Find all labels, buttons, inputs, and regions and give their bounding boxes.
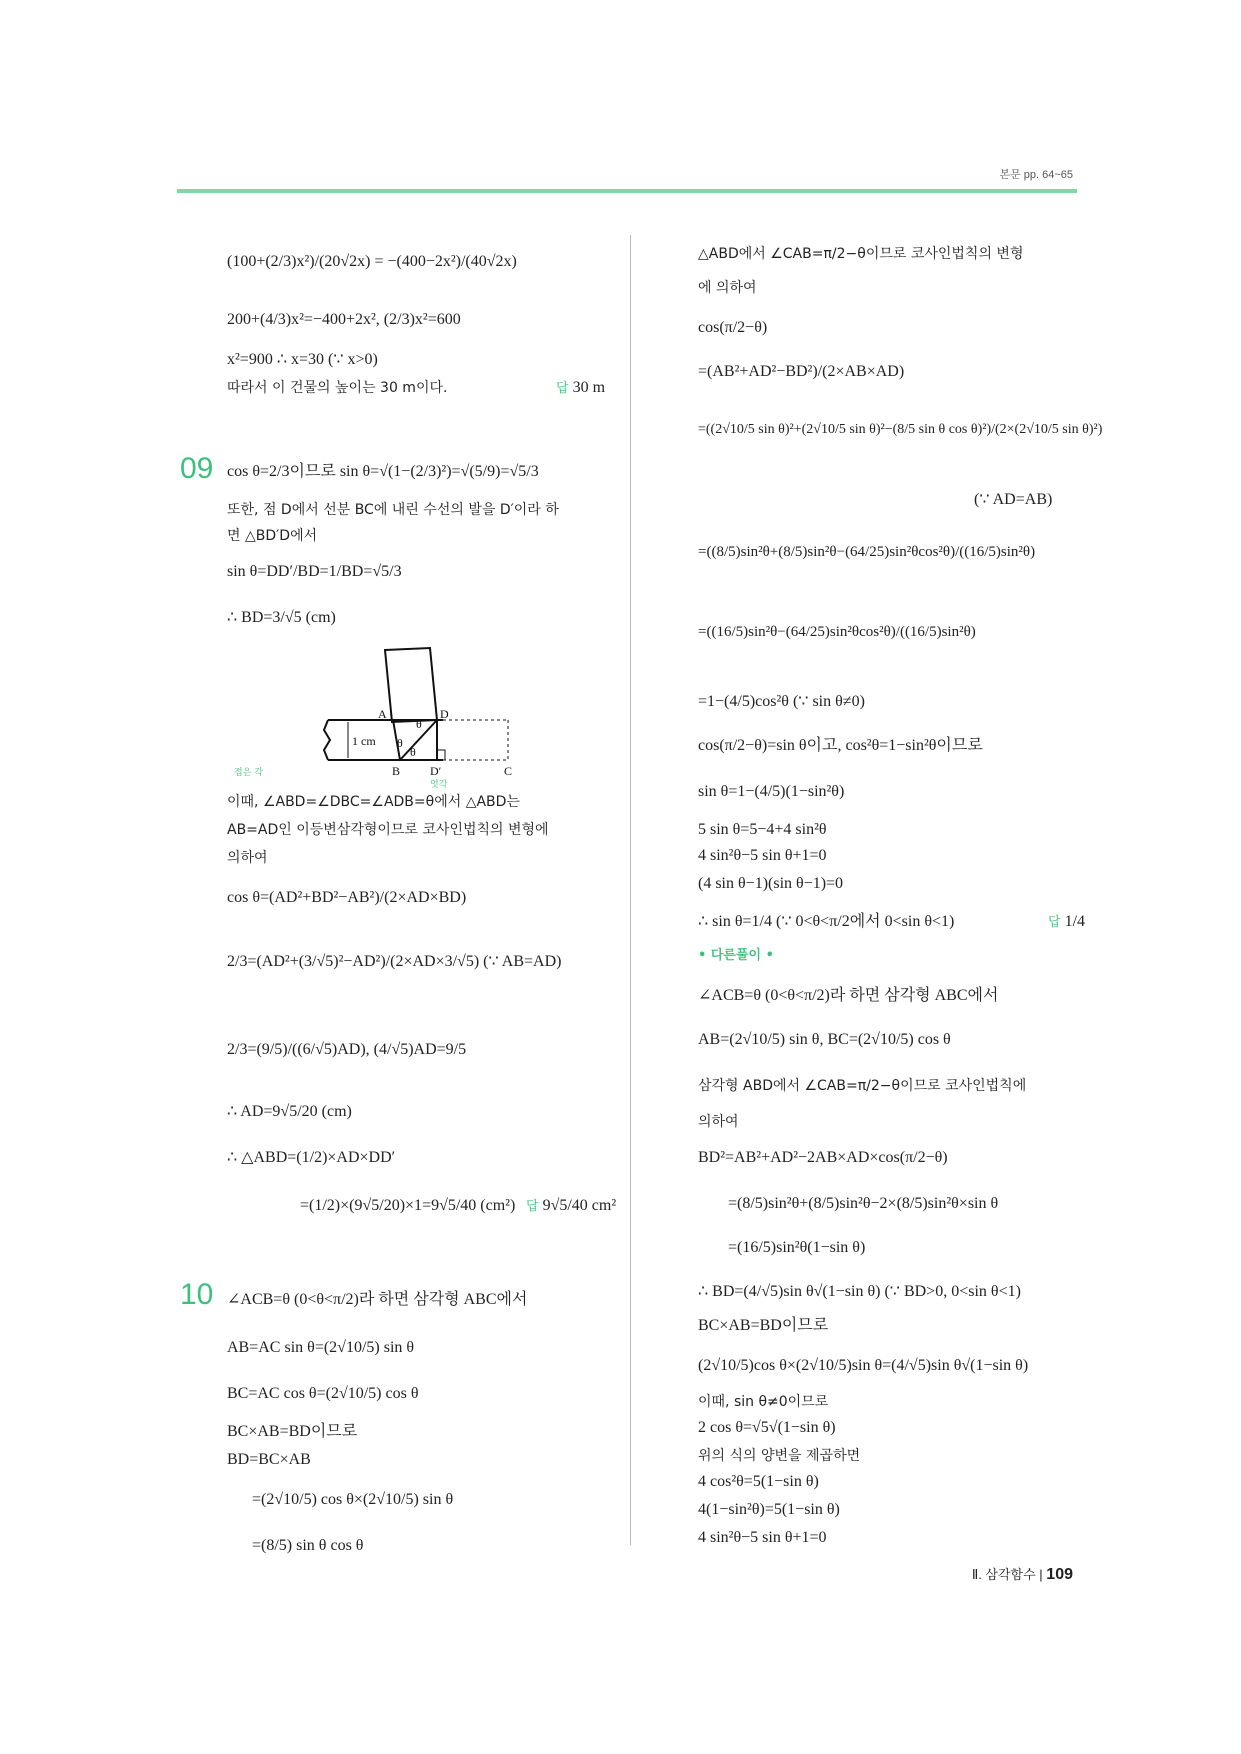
math-line: BC=AC cos θ=(2√10/5) cos θ bbox=[227, 1385, 419, 1402]
math-line: BD²=AB²+AD²−2AB×AD×cos(π/2−θ) bbox=[698, 1149, 948, 1166]
math-line: =((16/5)sin²θ−(64/25)sin²θcos²θ)/((16/5)sin²θ) bbox=[698, 624, 976, 640]
text-line: 에 의하여 bbox=[698, 280, 757, 296]
label-b: B bbox=[392, 764, 401, 778]
math-line: (2√10/5)cos θ×(2√10/5)sin θ=(4/√5)sin θ√(1−sin θ) bbox=[698, 1357, 1029, 1374]
answer-mark: 답 bbox=[1048, 915, 1061, 930]
math-line: 5 sin θ=5−4+4 sin²θ bbox=[698, 821, 827, 838]
math-line: =((2√10/5 sin θ)²+(2√10/5 sin θ)²−(8/5 sin θ cos θ)²)/(2×(2√10/5 sin θ)²) bbox=[698, 422, 1103, 437]
math-line: (100+(2/3)x²)/(20√2x) = −(400−2x²)/(40√2x) bbox=[227, 253, 517, 270]
problem-number: 10 bbox=[180, 1278, 214, 1311]
chapter-title: Ⅱ. 삼각함수 bbox=[971, 1567, 1036, 1582]
answer bbox=[556, 378, 605, 399]
label-theta: θ bbox=[416, 717, 422, 731]
math-line: cos(π/2−θ)=sin θ이고, cos²θ=1−sin²θ이므로 bbox=[698, 737, 983, 754]
answer-mark: 답 bbox=[526, 1199, 539, 1214]
text-line: 따라서 이 건물의 높이는 30 m이다. bbox=[227, 380, 448, 396]
math-line: 4 cos²θ=5(1−sin θ) bbox=[698, 1473, 819, 1490]
text-line: 위의 식의 양변을 제곱하면 bbox=[698, 1448, 861, 1464]
math-line: cos θ=(AD²+BD²−AB²)/(2×AD×BD) bbox=[227, 889, 467, 906]
math-line: AB=(2√10/5) sin θ, BC=(2√10/5) cos θ bbox=[698, 1031, 951, 1048]
math-line: ∠ACB=θ (0<θ<π/2)라 하면 삼각형 ABC에서 bbox=[698, 987, 999, 1004]
math-line: ∴ △ABD=(1/2)×AD×DD′ bbox=[227, 1149, 396, 1166]
text-line: AB=AD인 이등변삼각형이므로 코사인법칙의 변형에 bbox=[227, 822, 549, 838]
label-theta: θ bbox=[410, 745, 416, 759]
math-line: 2 cos θ=√5√(1−sin θ) bbox=[698, 1419, 836, 1436]
math-line: BD=BC×AB bbox=[227, 1451, 311, 1468]
answer bbox=[1048, 912, 1085, 933]
folded-strip bbox=[385, 648, 437, 722]
math-line: ∴ BD=(4/√5)sin θ√(1−sin θ) (∵ BD>0, 0<sin θ<1) bbox=[698, 1283, 1021, 1300]
math-line: =(2√10/5) cos θ×(2√10/5) sin θ bbox=[252, 1491, 454, 1508]
text-line: 면 △BD′D에서 bbox=[227, 528, 318, 544]
column-divider bbox=[630, 235, 631, 1545]
math-line: 4 sin²θ−5 sin θ+1=0 bbox=[698, 1529, 827, 1546]
math-line: BC×AB=BD이므로 bbox=[698, 1317, 829, 1334]
math-line: 4 sin²θ−5 sin θ+1=0 bbox=[698, 847, 827, 864]
math-line: 200+(4/3)x²=−400+2x², (2/3)x²=600 bbox=[227, 311, 461, 328]
label-theta: θ bbox=[397, 736, 403, 750]
note-fold-angle: 접은 각 bbox=[234, 768, 263, 778]
label-width: 1 cm bbox=[352, 734, 376, 748]
problem-number: 09 bbox=[180, 452, 214, 485]
folded-paper-figure bbox=[230, 645, 530, 795]
label-d-prime: D′ bbox=[430, 764, 442, 778]
math-line: cos θ=2/3이므로 sin θ=√(1−(2/3)²)=√(5/9)=√5/3 bbox=[227, 463, 539, 480]
label-d: D bbox=[440, 707, 449, 721]
text-line: 또한, 점 D에서 선분 BC에 내린 수선의 발을 D′이라 하 bbox=[227, 502, 559, 518]
note-alt-angle: 엇각 bbox=[430, 780, 448, 790]
text-line: 삼각형 ABD에서 ∠CAB=π/2−θ이므로 코사인법칙에 bbox=[698, 1078, 1027, 1094]
text-line: 의하여 bbox=[227, 850, 268, 866]
math-line: ∴ BD=3/√5 (cm) bbox=[227, 609, 336, 626]
math-line: x²=900 ∴ x=30 (∵ x>0) bbox=[227, 351, 378, 368]
alternative-solution-label: • 다른풀이 • bbox=[698, 948, 774, 963]
math-line: =(AB²+AD²−BD²)/(2×AB×AD) bbox=[698, 363, 905, 380]
math-line: =((8/5)sin²θ+(8/5)sin²θ−(64/25)sin²θcos²θ)/((16/5)sin²θ) bbox=[698, 544, 1036, 560]
math-line: sin θ=1−(4/5)(1−sin²θ) bbox=[698, 783, 845, 800]
math-line: ∴ sin θ=1/4 (∵ 0<θ<π/2에서 0<sin θ<1) bbox=[698, 913, 955, 930]
math-line: =(1/2)×(9√5/20)×1=9√5/40 (cm²) bbox=[300, 1197, 516, 1214]
math-line: sin θ=DD′/BD=1/BD=√5/3 bbox=[227, 563, 402, 580]
footer-separator: | bbox=[1039, 1567, 1047, 1582]
math-line: (∵ AD=AB) bbox=[974, 491, 1053, 508]
math-line: =(8/5)sin²θ+(8/5)sin²θ−2×(8/5)sin²θ×sin θ bbox=[728, 1195, 999, 1212]
math-line: cos(π/2−θ) bbox=[698, 319, 768, 336]
math-line: ∴ AD=9√5/20 (cm) bbox=[227, 1103, 352, 1120]
header-rule bbox=[177, 189, 1077, 193]
text-line: 의하여 bbox=[698, 1114, 739, 1130]
math-line: =(8/5) sin θ cos θ bbox=[252, 1537, 364, 1554]
answer-mark: 답 bbox=[556, 381, 569, 396]
answer bbox=[526, 1196, 616, 1217]
math-line: (4 sin θ−1)(sin θ−1)=0 bbox=[698, 875, 844, 892]
math-line: ∠ACB=θ (0<θ<π/2)라 하면 삼각형 ABC에서 bbox=[227, 1291, 528, 1308]
answer-value: 1/4 bbox=[1064, 913, 1086, 930]
math-line: BC×AB=BD이므로 bbox=[227, 1423, 358, 1440]
text-line: 이때, ∠ABD=∠DBC=∠ADB=θ에서 △ABD는 bbox=[227, 794, 520, 810]
text-line: 이때, sin θ≠0이므로 bbox=[698, 1394, 829, 1410]
math-line: 2/3=(AD²+(3/√5)²−AD²)/(2×AD×3/√5) (∵ AB=AD) bbox=[227, 953, 562, 970]
answer-value: 9√5/40 cm² bbox=[542, 1197, 617, 1214]
text-line: △ABD에서 ∠CAB=π/2−θ이므로 코사인법칙의 변형 bbox=[698, 246, 1024, 262]
answer-value: 30 m bbox=[572, 379, 606, 396]
label-c: C bbox=[504, 764, 513, 778]
page-reference: 본문 pp. 64~65 bbox=[999, 169, 1073, 181]
label-a: A bbox=[378, 707, 387, 721]
math-line: AB=AC sin θ=(2√10/5) sin θ bbox=[227, 1339, 415, 1356]
math-line: 4(1−sin²θ)=5(1−sin θ) bbox=[698, 1501, 840, 1518]
math-line: =(16/5)sin²θ(1−sin θ) bbox=[728, 1239, 866, 1256]
math-line: =1−(4/5)cos²θ (∵ sin θ≠0) bbox=[698, 693, 865, 710]
page-number: 109 bbox=[1046, 1566, 1073, 1583]
page-footer bbox=[972, 1564, 1073, 1584]
math-line: 2/3=(9/5)/((6/√5)AD), (4/√5)AD=9/5 bbox=[227, 1041, 467, 1058]
